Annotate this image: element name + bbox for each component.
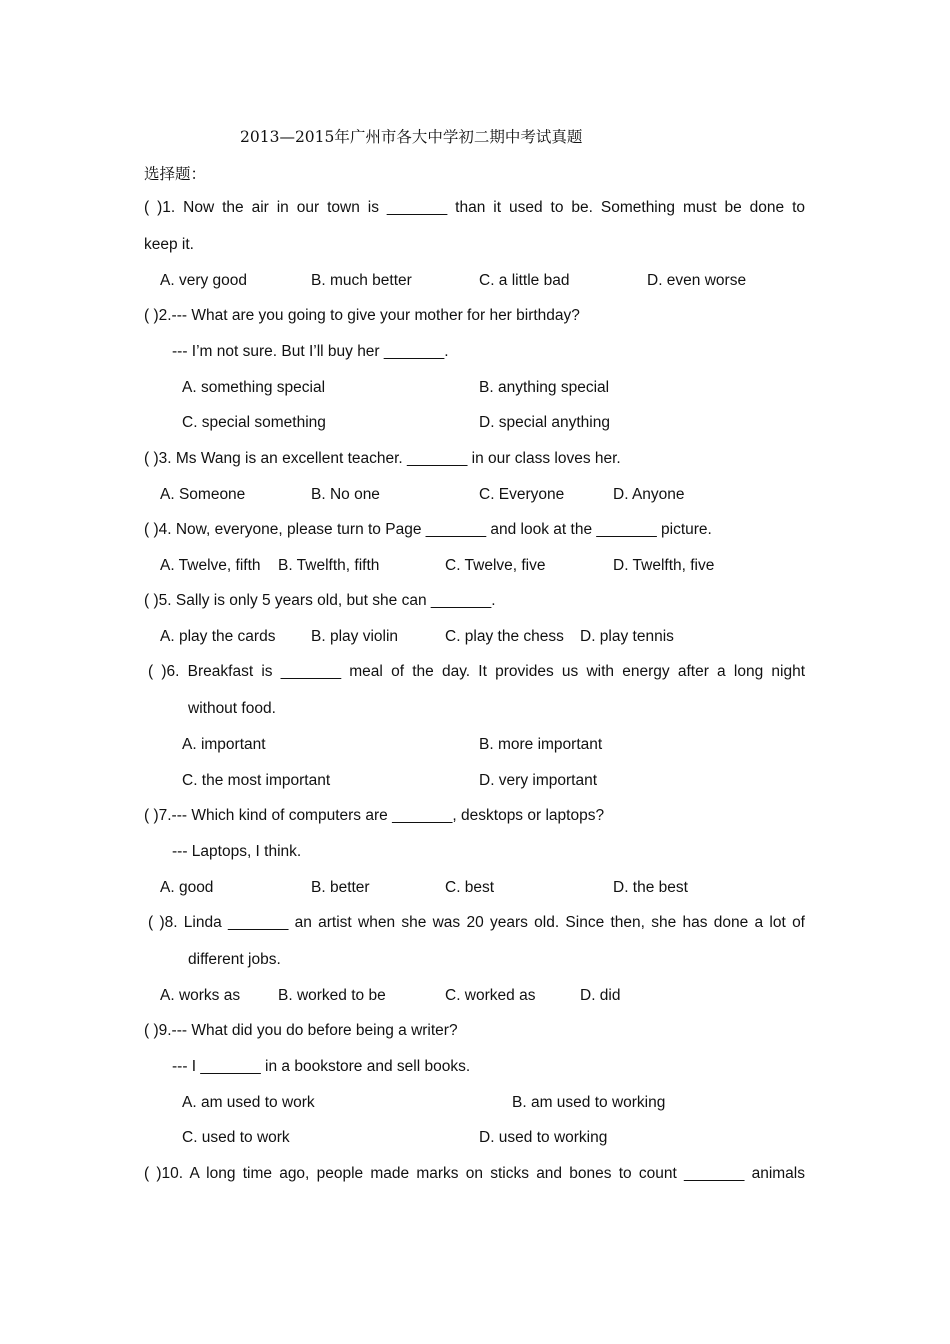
question-6-option-b: B. more important (479, 736, 603, 753)
question-4-option-d: D. Twelfth, five (613, 557, 715, 574)
page-title: 2013—2015年广州市各大中学初二期中考试真题 (240, 128, 583, 146)
question-8-line-1: ( )8. Linda _______ an artist when she was 20 years old. Since then, she has done a lot of (148, 914, 805, 931)
question-7-option-a: A. good (160, 879, 214, 896)
question-8-option-d: D. did (580, 987, 621, 1004)
question-5-option-b: B. play violin (311, 628, 399, 645)
question-5-line-1: ( )5. Sally is only 5 years old, but she can _______. (144, 592, 496, 609)
question-1-option-a: A. very good (160, 272, 248, 289)
question-1-option-c: C. a little bad (479, 272, 570, 289)
question-4-option-c: C. Twelve, five (445, 557, 546, 574)
question-8-option-b: B. worked to be (278, 987, 386, 1004)
question-6-option-a: A. important (182, 736, 266, 753)
question-6-option-d: D. very important (479, 772, 598, 789)
question-9-option-d: D. used to working (479, 1129, 608, 1146)
question-2-line-1: ( )2.--- What are you going to give your mother for her birthday? (144, 307, 580, 324)
question-8-line-2: different jobs. (188, 951, 281, 968)
question-7-line-2: --- Laptops, I think. (172, 843, 302, 860)
question-2-option-a: A. something special (182, 379, 326, 396)
question-6-option-c: C. the most important (182, 772, 331, 789)
question-3-option-d: D. Anyone (613, 486, 685, 503)
question-3-option-a: A. Someone (160, 486, 246, 503)
question-9-option-b: B. am used to working (512, 1094, 666, 1111)
question-2-option-c: C. special something (182, 414, 326, 431)
question-9-line-1: ( )9.--- What did you do before being a writer? (144, 1022, 458, 1039)
question-3-option-c: C. Everyone (479, 486, 565, 503)
question-1-option-d: D. even worse (647, 272, 747, 289)
question-9-option-a: A. am used to work (182, 1094, 315, 1111)
question-5-option-d: D. play tennis (580, 628, 674, 645)
question-7-option-b: B. better (311, 879, 370, 896)
question-7-line-1: ( )7.--- Which kind of computers are _______, desktops or laptops? (144, 807, 605, 824)
question-8-option-c: C. worked as (445, 987, 536, 1004)
question-1-line-2: keep it. (144, 236, 194, 253)
question-6-line-2: without food. (188, 700, 276, 717)
question-7-option-c: C. best (445, 879, 495, 896)
section-heading: 选择题： (144, 165, 207, 183)
question-1-line-1: ( )1. Now the air in our town is _______ than it used to be. Something must be done to (144, 199, 805, 216)
question-4-option-a: A. Twelve, fifth (160, 557, 261, 574)
question-6-line-1: ( )6. Breakfast is _______ meal of the day. It provides us with energy after a long night (148, 663, 805, 680)
question-8-option-a: A. works as (160, 987, 241, 1004)
question-3-option-b: B. No one (311, 486, 380, 503)
question-3-line-1: ( )3. Ms Wang is an excellent teacher. _______ in our class loves her. (144, 450, 621, 467)
question-1-option-b: B. much better (311, 272, 412, 289)
question-7-option-d: D. the best (613, 879, 688, 896)
question-5-option-a: A. play the cards (160, 628, 276, 645)
question-9-line-2: --- I _______ in a bookstore and sell books. (172, 1058, 471, 1075)
question-9-option-c: C. used to work (182, 1129, 290, 1146)
question-5-option-c: C. play the chess (445, 628, 564, 645)
question-2-line-2: --- I’m not sure. But I’ll buy her _______. (172, 343, 449, 360)
question-2-option-d: D. special anything (479, 414, 610, 431)
question-2-option-b: B. anything special (479, 379, 610, 396)
question-4-line-1: ( )4. Now, everyone, please turn to Page _______ and look at the _______ picture. (144, 521, 712, 538)
question-10-line-1: ( )10. A long time ago, people made marks on sticks and bones to count _______ animals (144, 1165, 805, 1182)
question-4-option-b: B. Twelfth, fifth (278, 557, 380, 574)
